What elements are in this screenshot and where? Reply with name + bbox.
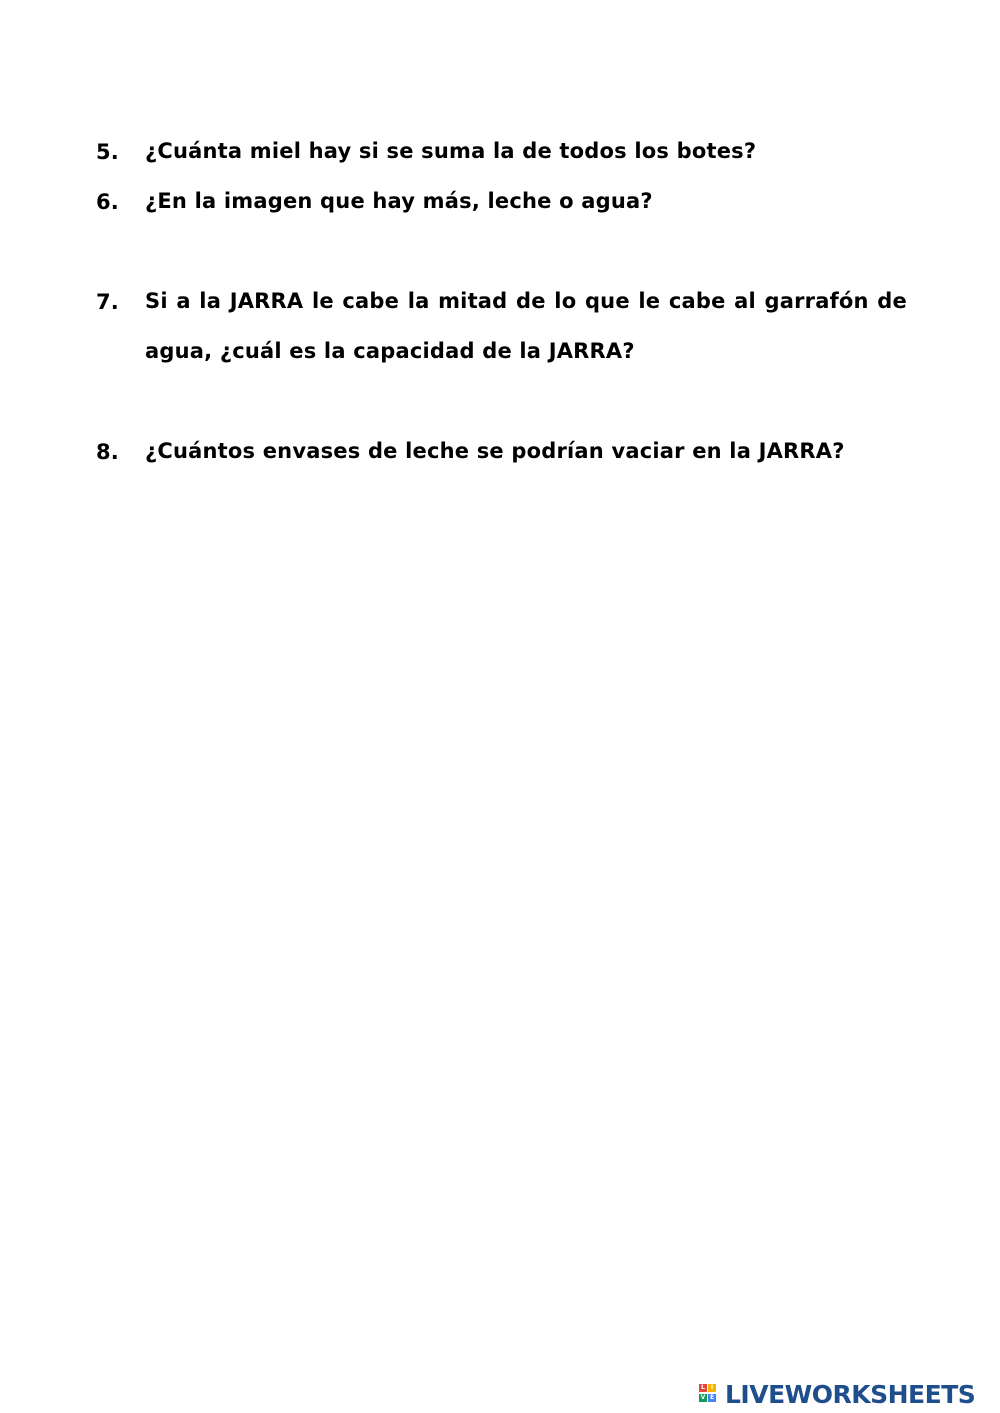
question-number: 5. [96, 140, 119, 164]
question-number: 7. [96, 290, 119, 314]
live-logo-icon [697, 1380, 723, 1408]
logo-letter: V [700, 1394, 706, 1401]
question-text: ¿Cuánta miel hay si se suma la de todos los botes? [145, 139, 757, 163]
logo-letter: I [708, 1384, 716, 1392]
question-text: ¿En la imagen que hay más, leche o agua? [145, 189, 653, 213]
logo-letter: L [699, 1384, 707, 1392]
question-number: 6. [96, 190, 119, 214]
brand-name: LIVEWORKSHEETS [725, 1379, 976, 1409]
question-text: Si a la JARRA le cabe la mitad de lo que le cabe al garrafón de agua, ¿cuál es la capacidad de la JARRA? [145, 289, 907, 363]
liveworksheets-logo [697, 1378, 975, 1410]
question-number: 8. [96, 440, 119, 464]
question-text: ¿Cuántos envases de leche se podrían vaciar en la JARRA? [145, 439, 845, 463]
logo-letter: E [709, 1394, 715, 1401]
